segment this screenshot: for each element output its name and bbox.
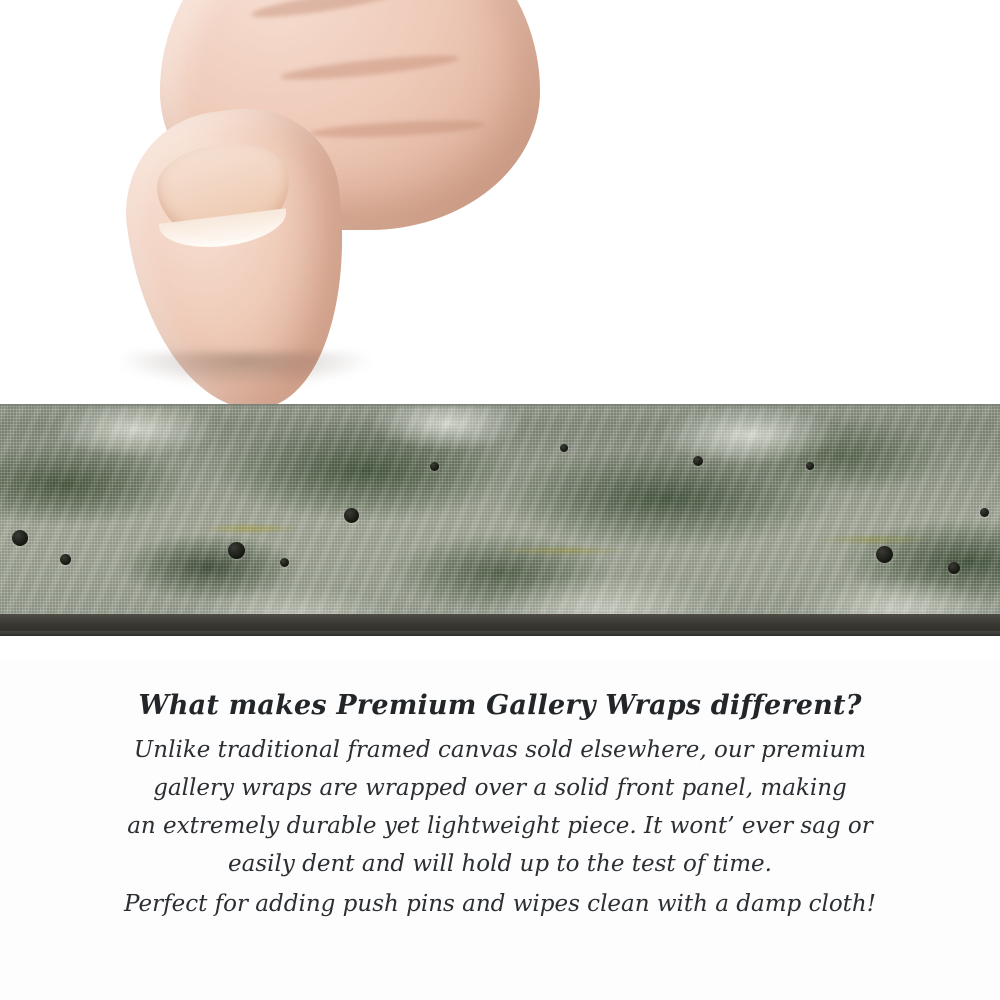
- caption-block: [0, 690, 1000, 923]
- canvas-speck: [228, 542, 245, 559]
- caption-heading: What makes Premium Gallery Wraps different?: [138, 690, 862, 721]
- canvas-texture: [0, 404, 1000, 620]
- canvas-speck: [60, 554, 71, 565]
- caption-line-2: gallery wraps are wrapped over a solid front panel, making: [153, 775, 847, 801]
- canvas-bottom-rail: [0, 614, 1000, 636]
- canvas-speck: [980, 508, 989, 517]
- knuckle-crease: [250, 0, 401, 23]
- canvas-speck: [560, 444, 568, 452]
- canvas-speck: [12, 530, 28, 546]
- knuckle-crease: [280, 51, 461, 85]
- canvas-speck: [806, 462, 814, 470]
- canvas-top-edge: [0, 404, 1000, 408]
- knuckle-crease: [310, 117, 485, 140]
- caption-line-1: Unlike traditional framed canvas sold elsewhere, our premium: [133, 737, 867, 763]
- canvas-wrap-edge: [0, 404, 1000, 620]
- caption-line-4: easily dent and will hold up to the test of time.: [228, 851, 772, 877]
- canvas-speck: [948, 562, 960, 574]
- canvas-speck: [876, 546, 893, 563]
- canvas-speck: [344, 508, 359, 523]
- canvas-speck: [280, 558, 289, 567]
- caption-line-3: an extremely durable yet lightweight piece. It wont’ ever sag or: [127, 813, 873, 839]
- canvas-speck: [430, 462, 439, 471]
- canvas-weave: [0, 404, 1000, 620]
- caption-line-5: Perfect for adding push pins and wipes clean with a damp cloth!: [124, 891, 876, 917]
- finger-shadow: [120, 352, 370, 386]
- canvas-speck: [693, 456, 703, 466]
- hand-photo: [120, 0, 550, 430]
